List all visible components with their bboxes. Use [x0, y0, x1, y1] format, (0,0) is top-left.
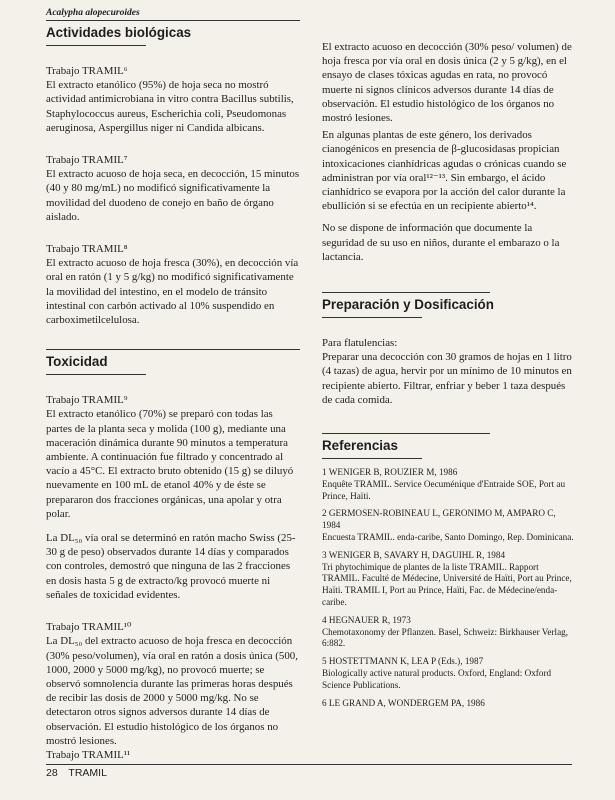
study-text: El extracto etanólico (70%) se preparó con todas las partes de la planta seca y molida (100 g), mediante una maceración dinámica durante 90 minutos a temperatura ambiente. A continuación fue filtrado y concentrado al vacío a 45°C. El extracto bruto obtenido (15 g) se diluyó nuevamente en 100 mL de etanol 40% y de éste se prepararon dos fracciones orgánicas, una apolar y otra polar. — [46, 408, 294, 520]
section-underline — [322, 458, 422, 459]
reference-body: Biologically active natural products. Oxford, England: Oxford Science Publications. — [322, 668, 552, 690]
footer-title: TRAMIL — [68, 767, 107, 779]
reference-body: Chemotaxonomy der Pflanzen. Basel, Schweiz: Birkhauser Verlag, 6:882. — [322, 626, 569, 649]
reference-item — [322, 467, 574, 502]
study-text: El extracto acuoso de hoja seca, en decocción, 15 minutos (40 y 80 mg/mL) no modificó significativamente la movilidad del duodeno de conejo en baño de órgano aislado. — [46, 168, 300, 223]
preparation-text: Preparar una decocción con 30 gramos de hojas en 1 litro (4 tazas) de agua, hervir por un mínimo de 10 minutos en recipiente abierto. Filtrar, enfriar y beber 1 taza después de cada comida. — [322, 351, 572, 406]
study-label: Trabajo TRAMIL¹⁰ — [46, 621, 132, 634]
reference-head: 2 GERMOSEN-ROBINEAU L, GERONIMO M, AMPARO C, 1984 — [322, 508, 556, 531]
study-text: La DL₅₀ del extracto acuoso de hoja fresca en decocción (30% peso/volumen), vía oral en ratón a dosis única (500, 1000, 2000 y 5000 mg/kg), no provocó muerte; se observó somnolencia durante las primeras horas después de recibir las dosis de 2000 y 5000 mg/kg. No se detectaron otros signos adversos durante 14 días de observación. El estudio histológico de los órganos no mostró lesiones. — [46, 635, 298, 747]
reference-head: 5 HOSTETTMANN K, LEA P (Eds.), 1987 — [322, 656, 484, 667]
section-underline — [46, 45, 146, 46]
reference-item — [322, 698, 574, 710]
reference-item — [322, 550, 574, 609]
section-rule-top — [322, 292, 490, 293]
page-footer — [46, 767, 115, 779]
section-underline — [322, 317, 422, 318]
study-label: Trabajo TRAMIL¹¹ — [46, 748, 131, 761]
study-9-ld50-paragraph: La DL₅₀ vía oral se determinó en ratón macho Swiss (25-30 g de peso) observados durante 14 días y comparados con controles, demostró que ninguna de las 2 fracciones en dosis hasta 5 g de extracto/kg provocó muerte ni señales de toxicidad evidentes. — [46, 532, 296, 601]
section-underline — [46, 374, 146, 375]
reference-head: 4 HEGNAUER R, 1973 — [322, 614, 411, 625]
section-rule-top — [322, 433, 490, 434]
study-text: El extracto acuoso de hoja fresca (30%), en decocción vía oral en ratón (1 y 5 g/kg) no modificó significativamente la movilidad del intestino, en el modelo de tránsito intestinal con carbón activado al 10% suspendido en carboximetilcelulosa. — [46, 257, 299, 327]
preparation-label: Para flatulencias: — [322, 337, 398, 350]
reference-head: 3 WENIGER B, SAVARY H, DAGUIHL R, 1984 — [322, 549, 506, 560]
running-head: Acalypha alopecuroides — [46, 8, 140, 18]
reference-head: 6 LE GRAND A, WONDERGEM PA, 1986 — [322, 697, 485, 708]
toxicity-title: Toxicidad — [46, 354, 108, 370]
study-9-paragraph — [46, 393, 300, 521]
section-rule-top — [46, 20, 300, 21]
study-label: Trabajo TRAMIL⁸ — [46, 243, 128, 256]
reference-body: Encuesta TRAMIL. enda-caribe, Santo Domingo, Rep. Dominicana. — [322, 532, 574, 543]
cyanogenic-paragraph: En algunas plantas de este género, los derivados cianogénicos en presencia de β-glucosidasas propician intoxicaciones cianhídricas agudas o crónicas cuando se administran por vía oral¹²⁻¹³. Sin embargo, el ácido cianhídrico se evapora por la acción del calor durante la ebullición si se efectúa en un recipiente abierto¹⁴. — [322, 129, 567, 213]
study-text: El extracto etanólico (95%) de hoja seca no mostró actividad antimicrobiana in vitro contra Bacillus subtilis, Staphylococcus aureus, Escherichia coli, Pseudomonas aeruginosa, Aspergillus niger ni Candida albicans. — [46, 79, 294, 134]
preparation-paragraph — [322, 336, 574, 407]
study-label: Trabajo TRAMIL⁹ — [46, 394, 128, 407]
page-number: 28 — [46, 767, 58, 779]
reference-head: 1 WENIGER B, ROUZIER M, 1986 — [322, 467, 458, 478]
references-title: Referencias — [322, 438, 398, 454]
study-label: Trabajo TRAMIL⁶ — [46, 65, 128, 77]
study-7-paragraph — [46, 153, 300, 224]
reference-item — [322, 508, 574, 543]
study-label: Trabajo TRAMIL⁷ — [46, 154, 128, 167]
study-10-paragraph — [46, 620, 300, 762]
study-11-paragraph: El extracto acuoso en decocción (30% peso/ volumen) de hoja fresca por vía oral en dosis única (2 y 5 g/kg), en el ensayo de clases tóxicas agudas en rata, no provocó muerte ni signos clínicos adversos durante 14 días de observación. El estudio histológico de los órganos no mostró lesiones. — [322, 41, 572, 125]
right-column — [322, 40, 574, 715]
biological-activities-title: Actividades biológicas — [46, 25, 192, 40]
study-6-paragraph — [46, 64, 300, 135]
reference-body: Enquête TRAMIL. Service Oecuménique d'Entraide SOE, Port au Prince, Haïti. — [322, 478, 566, 501]
reference-item — [322, 615, 574, 650]
reference-body: Tri phytochimique de plantes de la liste TRAMIL. Rapport TRAMIL. Faculté de Médecine, Université de Haïti, Port au Prince, Haïti. TRAMIL I, Port au Prince, Haïti, Fac. de Médecine/enda-caribe. — [322, 561, 572, 608]
section-rule-top — [46, 349, 300, 350]
reference-item — [322, 656, 574, 691]
study-8-paragraph — [46, 242, 300, 327]
safety-paragraph: No se dispone de información que documente la seguridad de su uso en niños, durante el embarazo o la lactancia. — [322, 222, 560, 263]
left-column — [46, 20, 300, 762]
footer-rule — [46, 764, 572, 765]
preparation-title: Preparación y Dosificación — [322, 297, 494, 313]
